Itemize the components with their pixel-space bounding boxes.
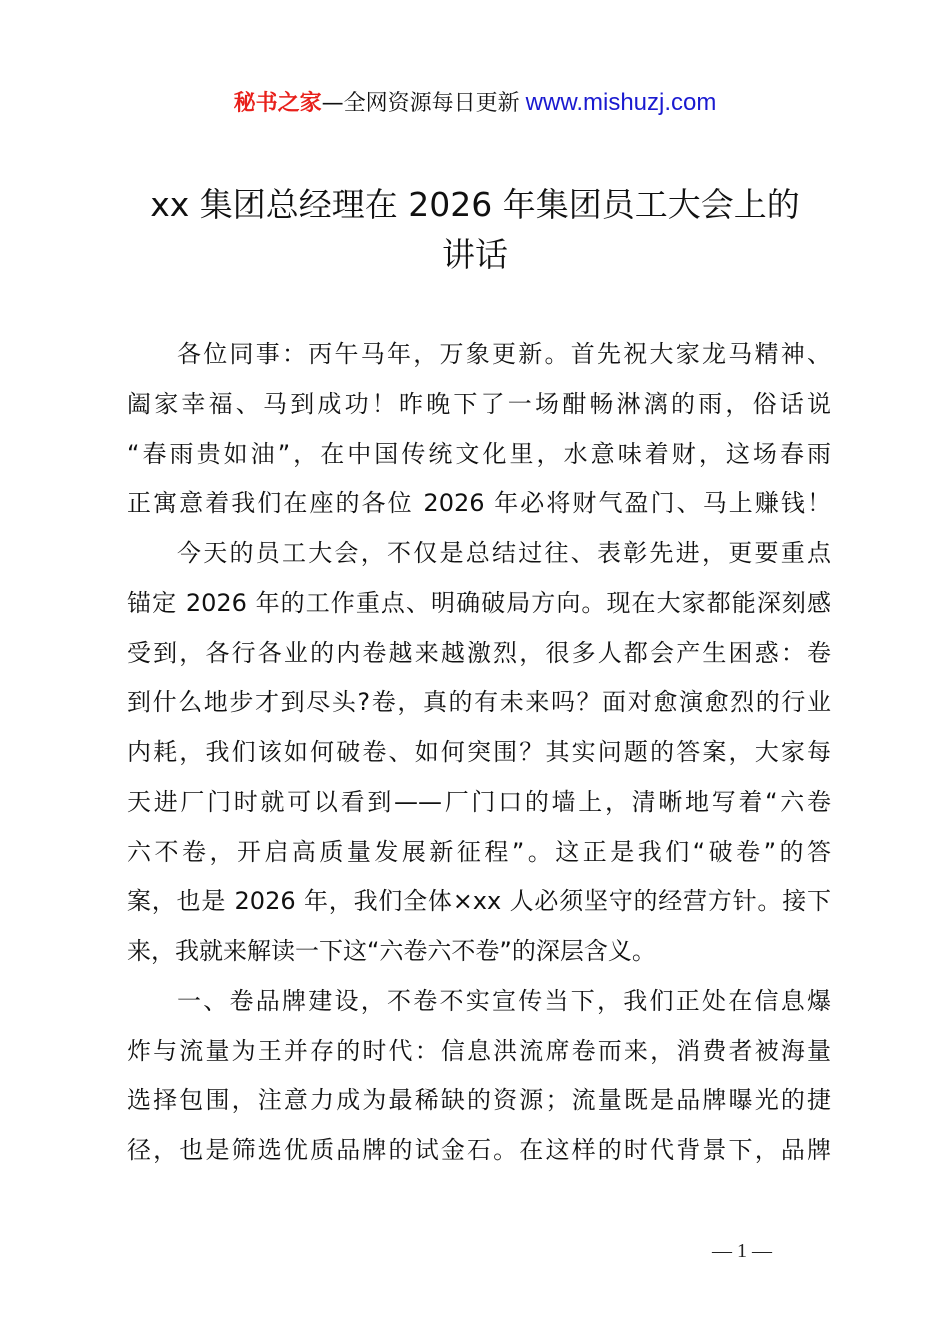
brand-name: 秘书之家 [233,91,322,116]
page-number: — 1 — [712,1240,772,1262]
title-line-2: 讲话 [442,235,508,274]
banner-slogan: —全网资源每日更新 [321,91,520,116]
site-url-link[interactable]: www.mishuzj.com [525,89,717,116]
paragraph-line: 径，也是筛选优质品牌的试金石。在这样的时代背景下，品牌 [127,1136,831,1164]
paragraph-line: 受到，各行各业的内卷越来越激烈，很多人都会产生困惑：卷 [127,638,831,667]
paragraph-line: 阖家幸福、马到成功！昨晚下了一场酣畅淋漓的雨，俗话说 [127,389,831,418]
paragraph-line: 今天的员工大会，不仅是总结过往、表彰先进，更要重点 [177,539,831,567]
title-line-1: xx 集团总经理在 2026 年集团员工大会上的 [150,185,800,224]
paragraph-line: 炸与流量为王并存的时代：信息洪流席卷而来，消费者被海量 [127,1036,831,1065]
paragraph [127,330,831,529]
paragraph-line: 来，我就来解读一下这“六卷六不卷”的深层含义。 [127,937,656,965]
paragraph-line: 天进厂门时就可以看到——厂门口的墙上，清晰地写着“六卷 [127,787,831,816]
paragraph [127,529,831,977]
paragraph-line: 锚定 2026 年的工作重点、明确破局方向。现在大家都能深刻感 [127,588,831,617]
document-body [127,330,831,1176]
paragraph-line: “春雨贵如油”，在中国传统文化里，水意味着财，这场春雨 [127,439,831,468]
paragraph-line: 正寓意着我们在座的各位 2026 年必将财气盈门、马上赚钱！ [127,489,831,518]
paragraph-line: 案，也是 2026 年，我们全体×xx 人必须坚守的经营方针。接下 [127,887,831,916]
site-banner [0,86,950,117]
paragraph [127,977,831,1176]
document-title [0,180,950,280]
paragraph-line: 到什么地步才到尽头?卷，真的有未来吗？面对愈演愈烈的行业 [127,688,831,717]
paragraph-line: 六不卷，开启高质量发展新征程”。这正是我们“破卷”的答 [127,837,831,866]
paragraph-line: 一、卷品牌建设，不卷不实宣传当下，我们正处在信息爆 [177,986,831,1015]
paragraph-line: 选择包围，注意力成为最稀缺的资源；流量既是品牌曝光的捷 [127,1086,831,1115]
paragraph-line: 内耗，我们该如何破卷、如何突围？其实问题的答案，大家每 [127,738,831,766]
paragraph-line: 各位同事：丙午马年，万象更新。首先祝大家龙马精神、 [177,340,831,368]
